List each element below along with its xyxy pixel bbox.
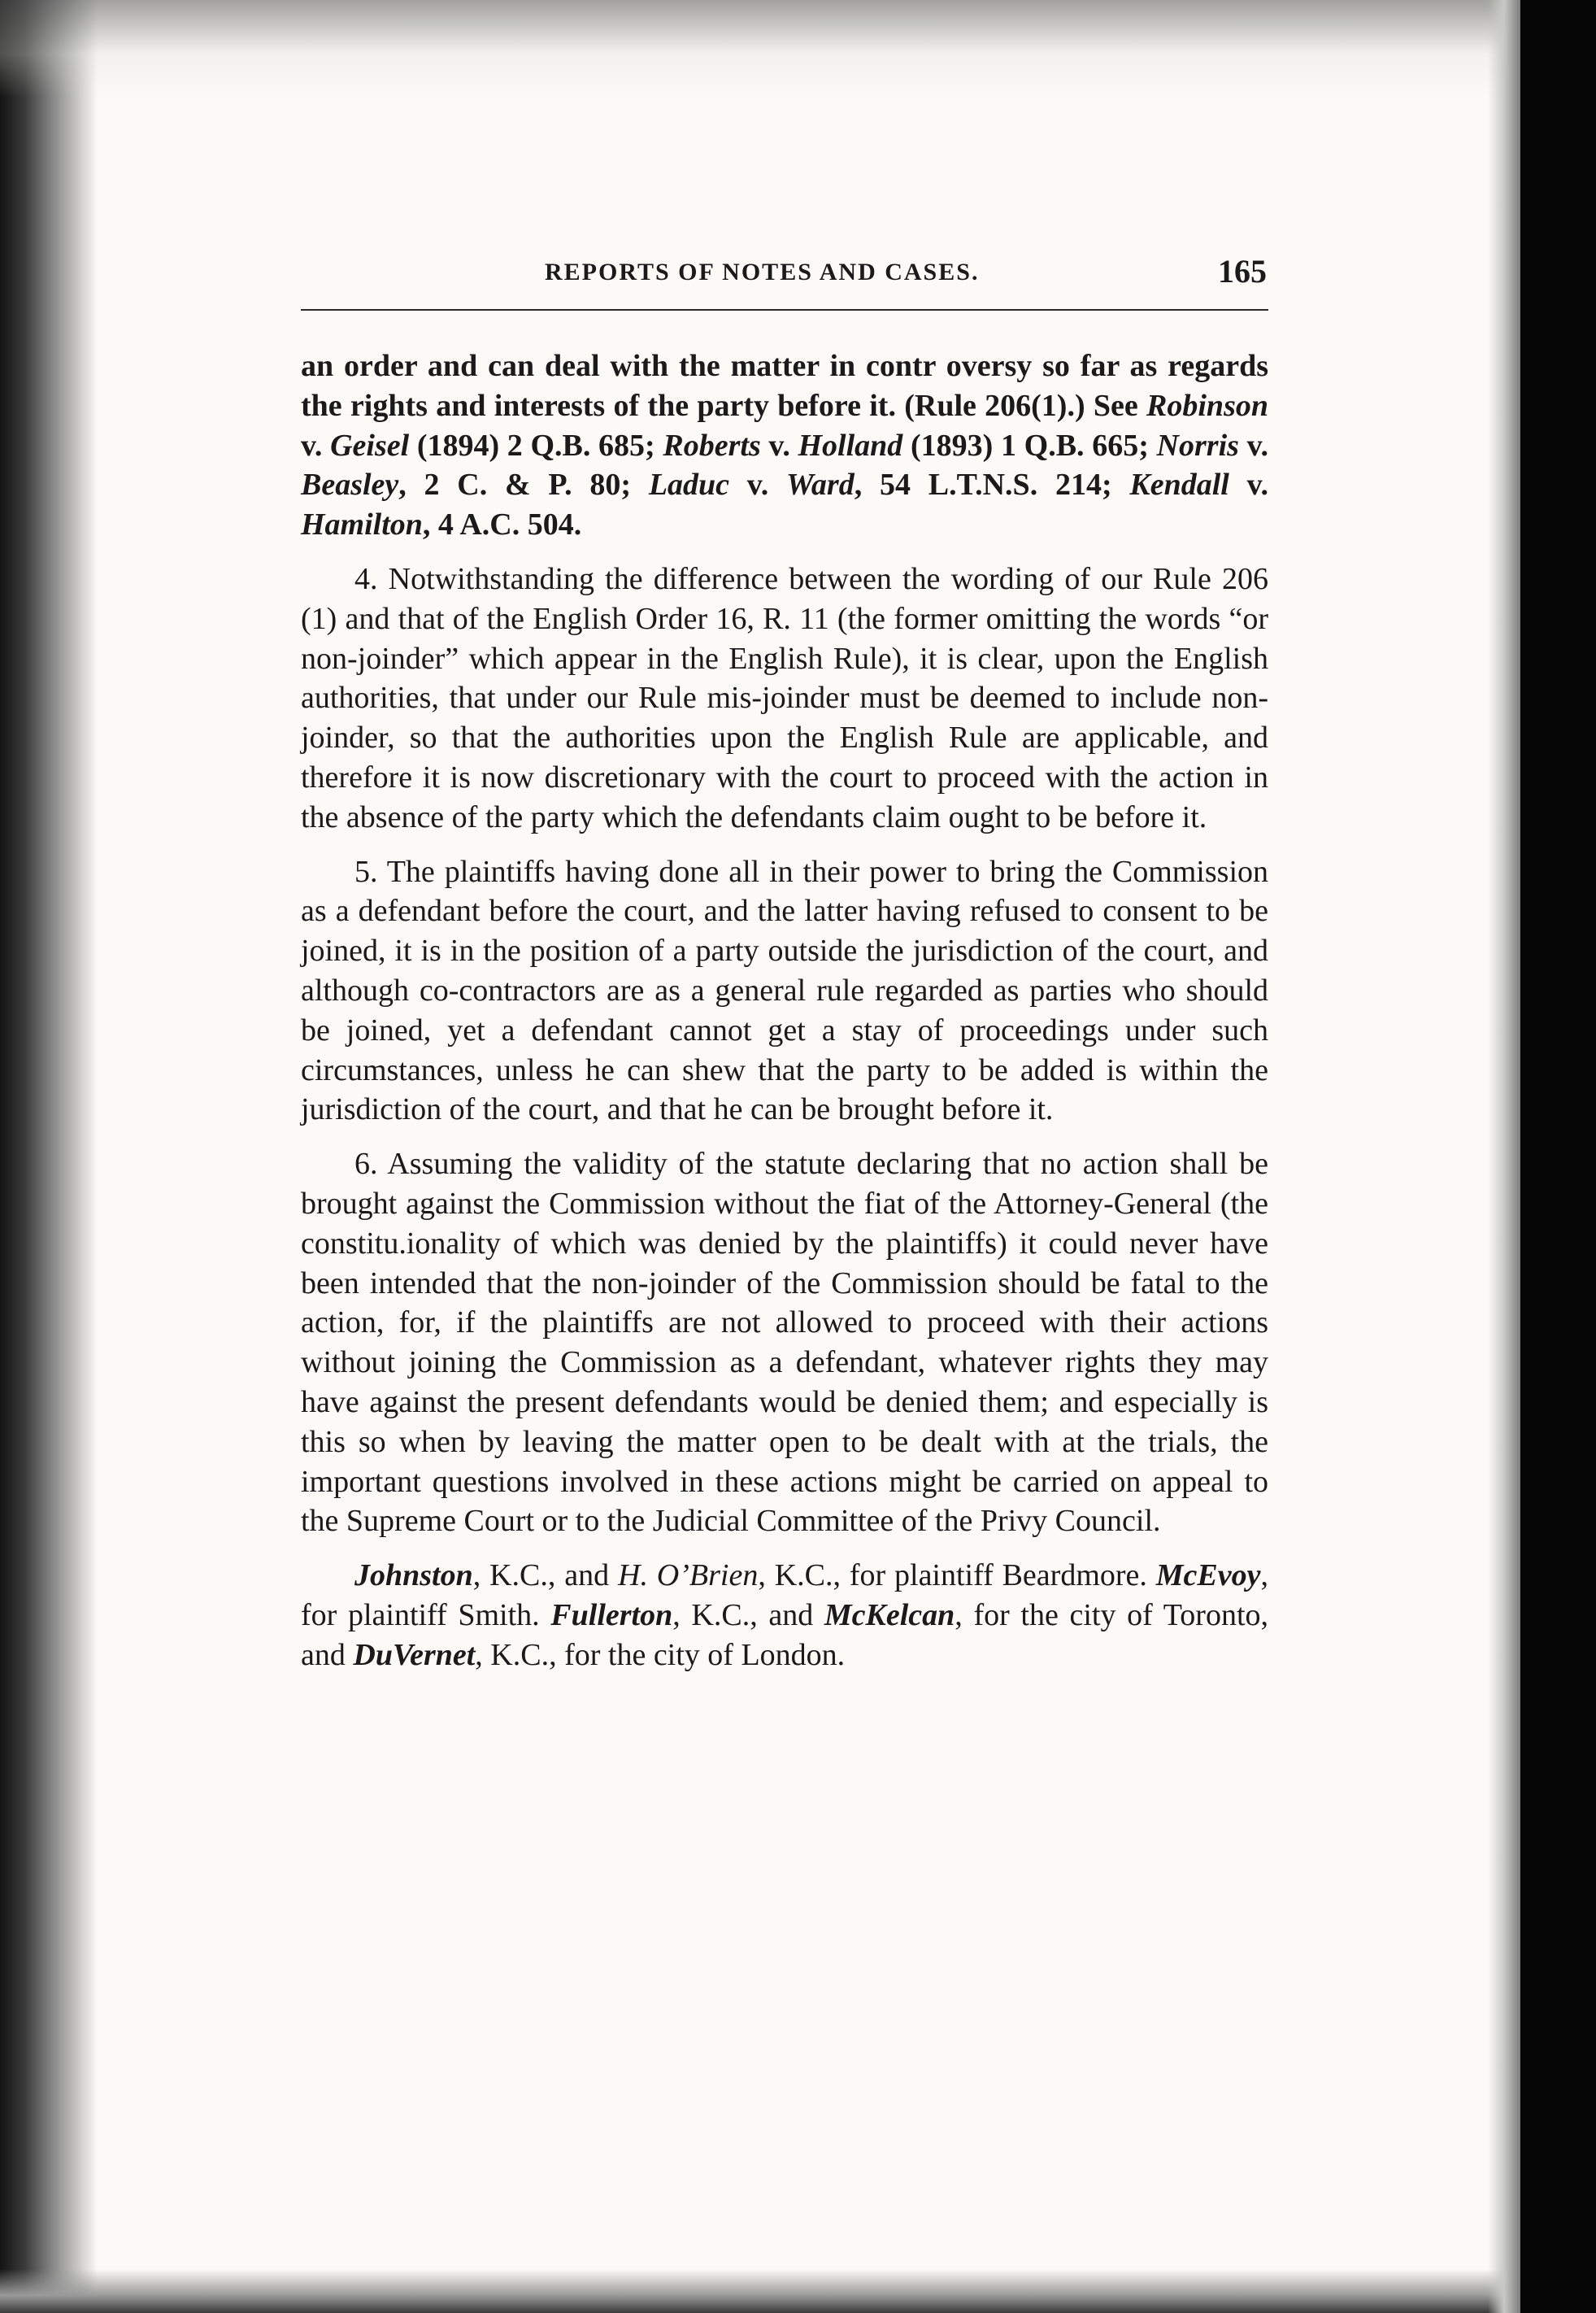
continuation-text: , 2 C. & P. 80;: [398, 468, 649, 503]
paragraph-4: 4. Notwithstanding the difference between the wording of our Rule 206 (1) and that of the English Order 16, R. 11 (the former omitting the words “or non-joinder” which appear in the English Rule), it is clear, upon the English authorities, that under our Rule mis-joinder must be deemed to include non-joinder, so that the authorities upon the English Rule are applicable, and therefore it is now discretionary with the court to proceed with the action in the absence of the party which the defendants claim ought to be before it.: [301, 561, 1268, 834]
continuation-text: v.: [760, 428, 798, 463]
scan-shadow-bottom: [0, 2269, 1512, 2313]
continuation-text: v.: [729, 468, 786, 503]
case-name: Laduc: [648, 468, 730, 503]
case-name: Ward: [785, 468, 855, 503]
case-name: Hamilton: [301, 507, 423, 542]
counsel-text: , for the city of Toronto, and: [301, 1597, 1269, 1672]
counsel-name: Fullerton: [550, 1597, 673, 1632]
continuation-text: an order and can deal with the matter in contr oversy so far as regards the rights and interests of the party before it. (Rule 206(1).) See: [301, 349, 1268, 423]
continuation-text: v.: [1238, 428, 1268, 463]
counsel-name: McEvoy: [1155, 1558, 1261, 1593]
scan-shadow-right: [1488, 0, 1520, 2313]
counsel-text: , K.C., for the city of London.: [475, 1637, 846, 1672]
continuation-text: , 54 L.T.N.S. 214;: [854, 468, 1130, 503]
case-name: Beasley: [301, 468, 399, 503]
counsel-name: DuVernet: [353, 1637, 476, 1672]
running-title: REPORTS OF NOTES AND CASES.: [545, 259, 980, 285]
case-name: Robinson: [1146, 388, 1268, 423]
counsel-name: Johnston: [354, 1558, 473, 1593]
continuation-paragraph: [301, 346, 1268, 545]
case-name: Kendall: [1129, 468, 1229, 503]
scan-border-right: [1520, 0, 1596, 2313]
counsel-text: , K.C., for plaintiff Beardmore.: [758, 1558, 1156, 1593]
counsel-paragraph: [301, 1556, 1268, 1675]
case-name: Roberts: [663, 428, 761, 463]
continuation-text: , 4 A.C. 504.: [422, 507, 582, 542]
scan-shadow-left: [0, 0, 98, 2313]
paragraph-6: 6. Assuming the validity of the statute declaring that no action shall be brought against the Commission without the fiat of the Attorney-General (the constitu.ionality of which was denied by the plaintiffs) it could never have been intended that the non-joinder of the Commission should be fatal to the action, for, if the plaintiffs are not allowed to proceed with their actions without joining the Commission as a defendant, whatever rights they may have against the present defendants would be denied them; and especially is this so when by leaving the matter open to be dealt with at the trials, the important questions involved in these actions might be carried on appeal to the Supreme Court or to the Judicial Committee of the Privy Council.: [301, 1147, 1268, 1539]
case-name: Norris: [1156, 428, 1239, 463]
continuation-text: (1893) 1 Q.B. 665;: [902, 428, 1157, 463]
paragraph-5: 5. The plaintiffs having done all in their power to bring the Commission as a defendant before the court, and the latter having refused to consent to be joined, it is in the position of a party outside the jurisdiction of the court, and although co-contractors are as a general rule regarded as parties who should be joined, yet a defendant cannot get a stay of proceedings under such circumstances, unless he can shew that the party to be added is within the jurisdiction of the court, and that he can be brought before it.: [301, 854, 1268, 1127]
counsel-name: H. O’Brien: [618, 1558, 759, 1593]
running-head: [301, 252, 1268, 311]
page-text-block: [301, 252, 1268, 1675]
scan-shadow-top: [0, 0, 1512, 98]
continuation-text: (1894) 2 Q.B. 685;: [409, 428, 663, 463]
counsel-text: , for plaintiff Smith.: [301, 1558, 1268, 1632]
counsel-text: , K.C., and: [672, 1597, 824, 1632]
page-number: 165: [1218, 253, 1267, 290]
continuation-text: v.: [301, 428, 331, 463]
case-name: Holland: [798, 428, 903, 463]
counsel-name: McKelcan: [824, 1597, 955, 1632]
counsel-text: , K.C., and: [472, 1558, 618, 1593]
case-name: Geisel: [330, 428, 410, 463]
continuation-text: v.: [1229, 468, 1269, 503]
